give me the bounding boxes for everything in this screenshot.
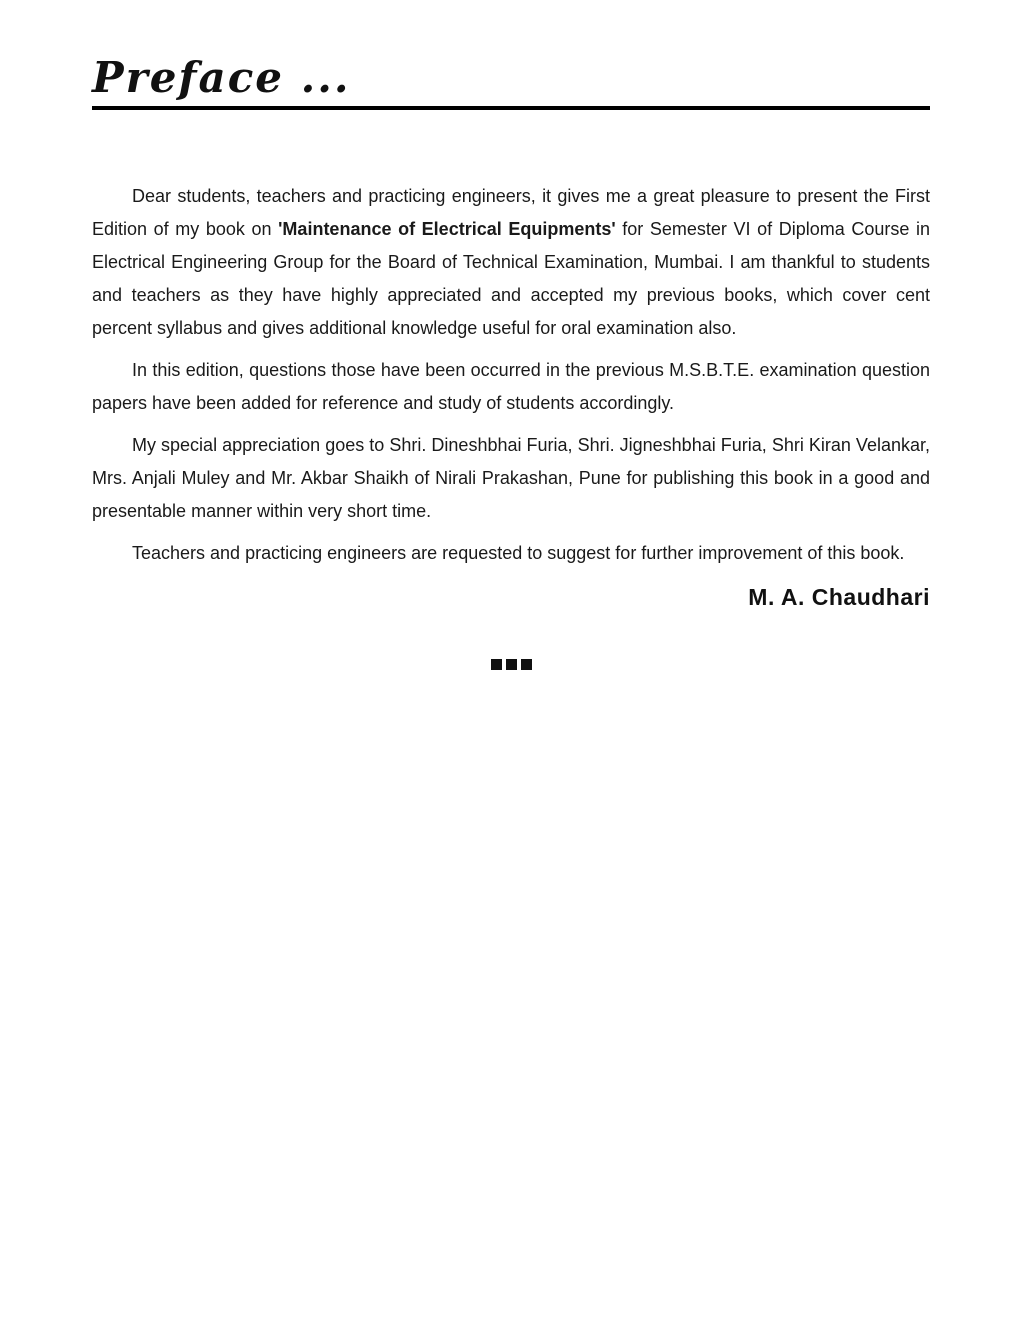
square-icon bbox=[491, 659, 502, 670]
paragraph-introduction bbox=[92, 180, 930, 345]
paragraph-1-rest: for Semester VI of Diploma Course in Electrical Engineering Group for the Board of Technical Examination, Mumbai. I am thankful to students and teachers as they have highly appreciated and accepted my previous books, which cover cent percent syllabus and gives additional knowledge useful for oral examination also. bbox=[92, 219, 931, 338]
paragraph-request: Teachers and practicing engineers are requested to suggest for further improvement of this book. bbox=[132, 543, 905, 563]
square-icon bbox=[521, 659, 532, 670]
author-signature: M. A. Chaudhari bbox=[748, 584, 930, 610]
title-underline-rule bbox=[92, 106, 930, 110]
preface-body bbox=[92, 180, 930, 670]
paragraph-1-lead: Dear students, teachers and practicing engineers, it gives me a great pleasure to present the First Edition of my book on bbox=[92, 186, 930, 239]
page-header bbox=[92, 54, 930, 110]
paragraph-edition-note: In this edition, questions those have been occurred in the previous M.S.B.T.E. examination question papers have been added for reference and study of students accordingly. bbox=[92, 360, 930, 413]
book-title-emphasis: 'Maintenance of Electrical Equipments' bbox=[278, 219, 616, 239]
square-icon bbox=[506, 659, 517, 670]
paragraph-appreciation: My special appreciation goes to Shri. Dineshbhai Furia, Shri. Jigneshbhai Furia, Shri Kiran Velankar, Mrs. Anjali Muley and Mr. Akbar Shaikh of Nirali Prakashan, Pune for publishing this book in a good and presentable manner within very short time. bbox=[92, 435, 930, 521]
page-title: Preface ... bbox=[92, 53, 351, 102]
section-end-marker bbox=[92, 659, 930, 670]
